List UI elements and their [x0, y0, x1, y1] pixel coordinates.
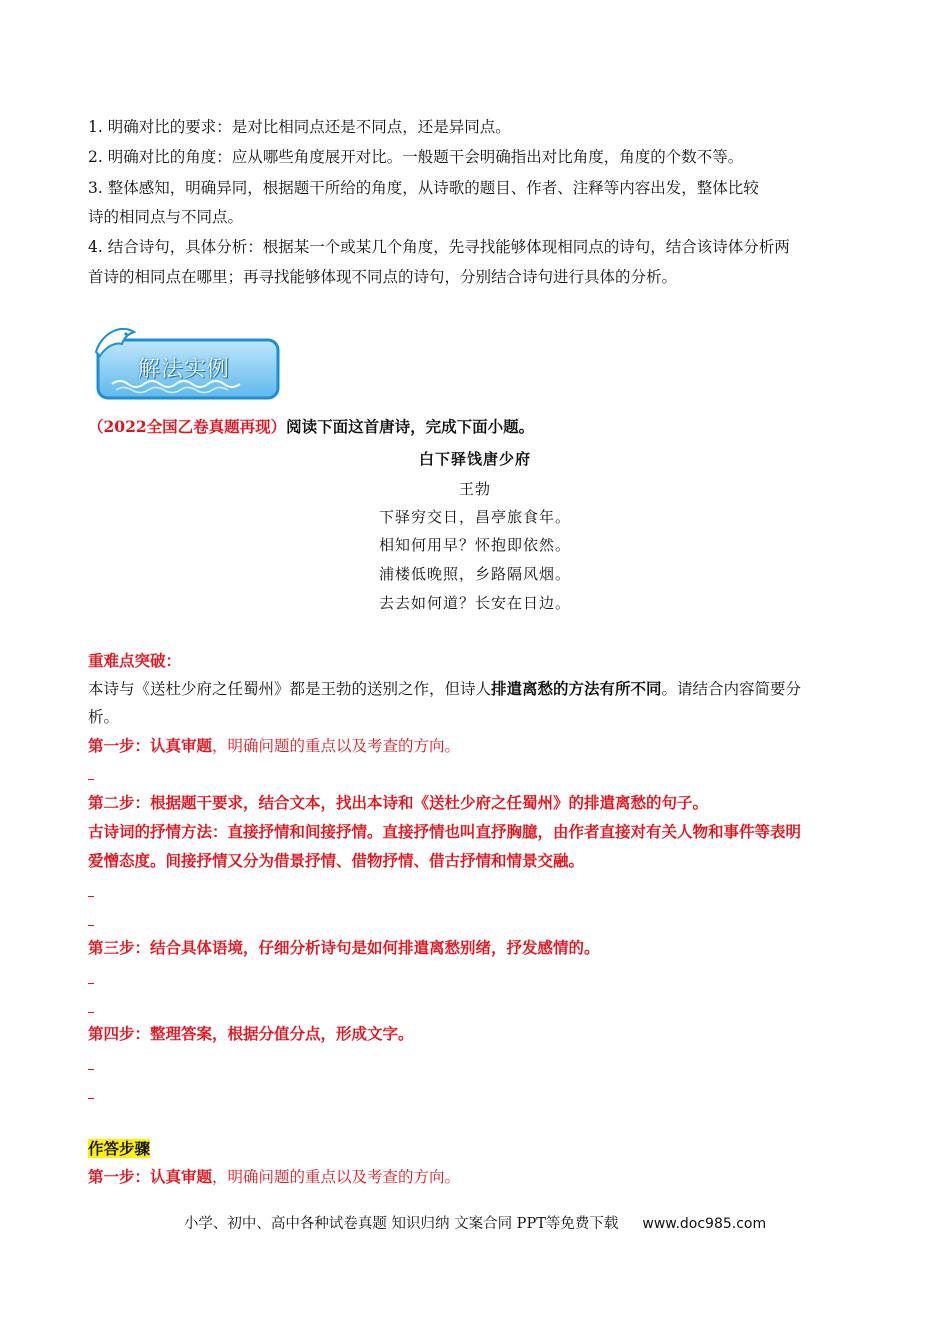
exam-intro [88, 416, 534, 438]
footer-site-link[interactable]: www.doc985.com [642, 1216, 767, 1232]
method-step-4: 4. 结合诗句，具体分析：根据某一个或某几个角度，先寻找能够体现相同点的诗句，结合该诗体分析两 [88, 238, 790, 256]
question-text [88, 678, 801, 700]
exam-source: （2022全国乙卷真题再现） [88, 417, 287, 436]
answer-blank [88, 896, 94, 897]
method-step-3: 3. 整体感知，明确异同，根据题干所给的角度，从诗歌的题目、作者、注释等内容出发，整体比较 [88, 179, 759, 197]
answer-step-1 [88, 1166, 460, 1188]
poem-line-1: 下驿穷交日，昌亭旅食年。 [378, 508, 571, 526]
answer-blank [88, 983, 94, 984]
poem-author: 王勃 [458, 480, 491, 498]
answer-blank [88, 1069, 94, 1070]
step-1-rest: ，明确问题的重点以及考查的方向。 [212, 737, 461, 755]
lyric-method-2: 爱憎态度。间接抒情又分为借景抒情、借物抒情、借古抒情和情景交融。 [88, 851, 585, 870]
answer-heading-label: 作答步骤 [88, 1139, 151, 1158]
poem-line-3: 浦楼低晚照，乡路隔风烟。 [378, 565, 571, 583]
method-step-4-cont: 首诗的相同点在哪里；再寻找能够体现不同点的诗句，分别结合诗句进行具体的分析。 [88, 268, 678, 286]
answer-step-1-rest: ，明确问题的重点以及考查的方向。 [212, 1168, 461, 1186]
poem-line-2: 相知何用早？怀抱即依然。 [378, 536, 571, 554]
step-3: 第三步：结合具体语境，仔细分析诗句是如何排遣离愁别绪，抒发感情的。 [88, 938, 600, 957]
answer-step-1-bold: 第一步：认真审题 [88, 1167, 213, 1186]
poem-line-4: 去去如何道？长安在日边。 [378, 594, 571, 612]
question-text-part-2: 。请结合内容简要分 [661, 680, 802, 698]
step-1-bold: 第一步：认真审题 [88, 736, 213, 755]
answer-heading [88, 1138, 150, 1160]
step-1 [88, 735, 460, 757]
badge-label: 解法实例 [138, 357, 231, 382]
footer-text: 小学、初中、高中各种试卷真题 知识归纳 文案合同 PPT等免费下载 [183, 1216, 619, 1232]
step-4: 第四步：整理答案，根据分值分点，形成文字。 [88, 1024, 414, 1043]
solution-example-badge [92, 322, 282, 402]
page-footer [0, 1212, 950, 1233]
question-heading: 重难点突破： [88, 651, 182, 670]
method-step-2: 2. 明确对比的角度：应从哪些角度展开对比。一般题干会明确指出对比角度，角度的个数不等。 [88, 148, 744, 166]
answer-blank [88, 1012, 94, 1013]
poem-title: 白下驿饯唐少府 [418, 450, 531, 468]
method-step-3-cont: 诗的相同点与不同点。 [88, 208, 244, 226]
question-text-cont: 析。 [88, 708, 120, 726]
question-text-emphasis: 排遣离愁的方法有所不同 [491, 679, 662, 698]
exam-instruction: 阅读下面这首唐诗，完成下面小题。 [286, 417, 535, 436]
question-text-part-1: 本诗与《送杜少府之任蜀州》都是王勃的送别之作，但诗人 [88, 680, 492, 698]
method-step-1: 1. 明确对比的要求：是对比相同点还是不同点，还是异同点。 [88, 118, 511, 136]
step-2: 第二步：根据题干要求，结合文本，找出本诗和《送杜少府之任蜀州》的排遣离愁的句子。 [88, 793, 709, 812]
lyric-method-1: 古诗词的抒情方法：直接抒情和间接抒情。直接抒情也叫直抒胸臆，由作者直接对有关人物和事件等表明 [88, 822, 802, 841]
answer-blank [88, 779, 94, 780]
answer-blank [88, 925, 94, 926]
answer-blank [88, 1098, 94, 1099]
